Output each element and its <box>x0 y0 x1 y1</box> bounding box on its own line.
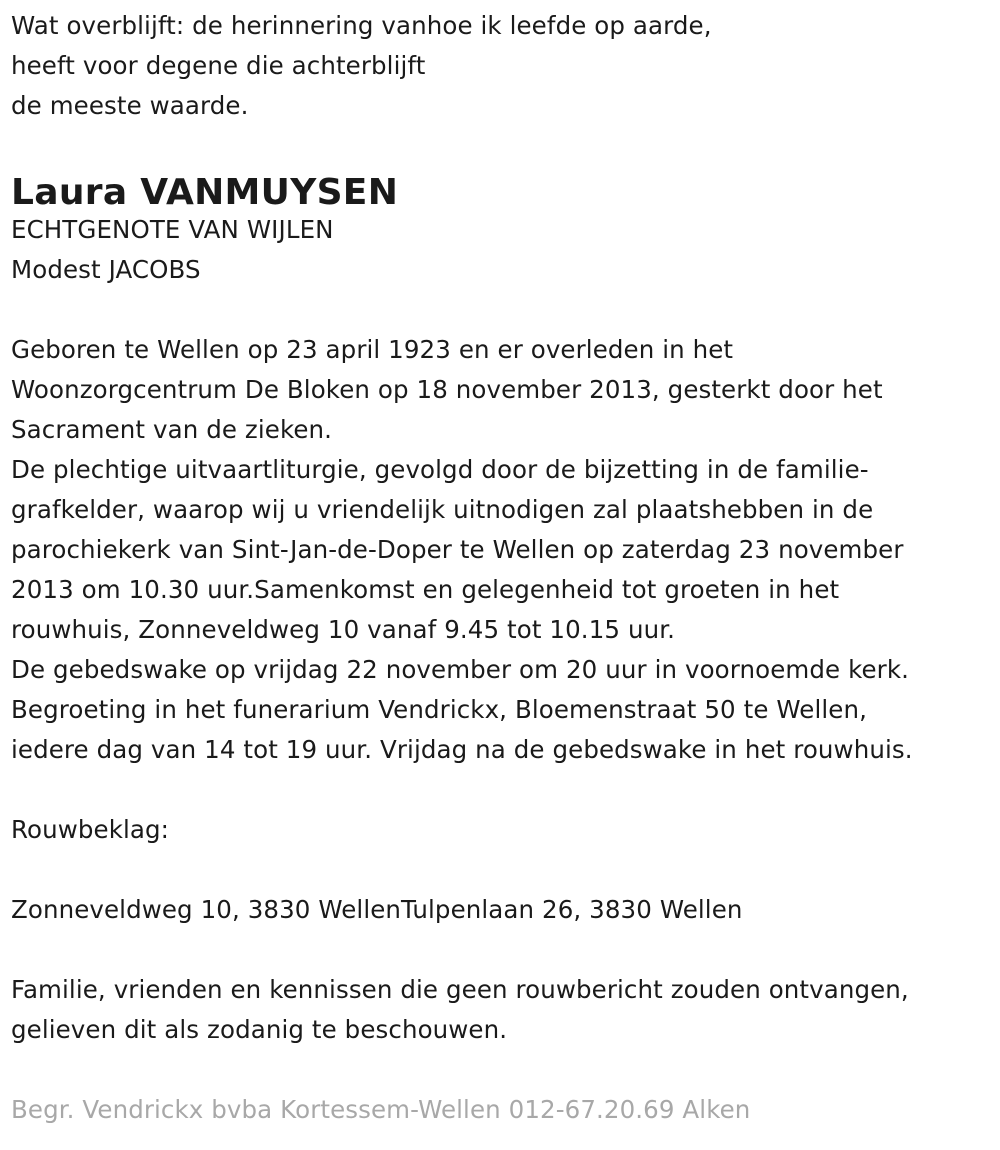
details-line: De plechtige uitvaartliturgie, gevolgd door de bijzetting in de familie- <box>11 455 869 484</box>
spacer <box>11 1050 1000 1090</box>
notice-line: gelieven dit als zodanig te beschouwen. <box>11 1015 508 1044</box>
condolences-addresses: Zonneveldweg 10, 3830 WellenTulpenlaan 26, 3830 Wellen <box>11 895 743 924</box>
funeral-home-footer: Begr. Vendrickx bvba Kortessem-Wellen 012-67.20.69 Alken <box>11 1095 751 1124</box>
details-line: grafkelder, waarop wij u vriendelijk uitnodigen zal plaatshebben in de <box>11 495 874 524</box>
details-line: rouwhuis, Zonneveldweg 10 vanaf 9.45 tot 10.15 uur. <box>11 615 676 644</box>
deceased-name: Laura VANMUYSEN <box>11 172 399 213</box>
poem-line: Wat overblijft: de herinnering vanhoe ik leefde op aarde, <box>11 11 712 40</box>
details-line: Geboren te Wellen op 23 april 1923 en er overleden in het <box>11 335 734 364</box>
details-line: parochiekerk van Sint-Jan-de-Doper te Wellen op zaterdag 23 november <box>11 535 904 564</box>
spacer <box>11 930 1000 970</box>
details-line: Sacrament van de zieken. <box>11 415 333 444</box>
relation-label: ECHTGENOTE VAN WIJLEN <box>11 215 334 244</box>
spacer <box>11 770 1000 810</box>
condolences-label: Rouwbeklag: <box>11 815 170 844</box>
details <box>11 330 1000 770</box>
details-line: iedere dag van 14 tot 19 uur. Vrijdag na de gebedswake in het rouwhuis. <box>11 735 913 764</box>
spacer <box>11 850 1000 890</box>
poem <box>11 6 1000 126</box>
details-line: De gebedswake op vrijdag 22 november om 20 uur in voornoemde kerk. <box>11 655 910 684</box>
details-line: Begroeting in het funerarium Vendrickx, Bloemenstraat 50 te Wellen, <box>11 695 867 724</box>
notice-line: Familie, vrienden en kennissen die geen rouwbericht zouden ontvangen, <box>11 975 909 1004</box>
poem-line: de meeste waarde. <box>11 91 249 120</box>
notice <box>11 970 1000 1050</box>
spacer <box>11 290 1000 330</box>
spacer <box>11 126 1000 166</box>
details-line: 2013 om 10.30 uur.Samenkomst en gelegenheid tot groeten in het <box>11 575 840 604</box>
poem-line: heeft voor degene die achterblijft <box>11 51 426 80</box>
spouse-name: Modest JACOBS <box>11 255 201 284</box>
details-line: Woonzorgcentrum De Bloken op 18 november 2013, gesterkt door het <box>11 375 883 404</box>
